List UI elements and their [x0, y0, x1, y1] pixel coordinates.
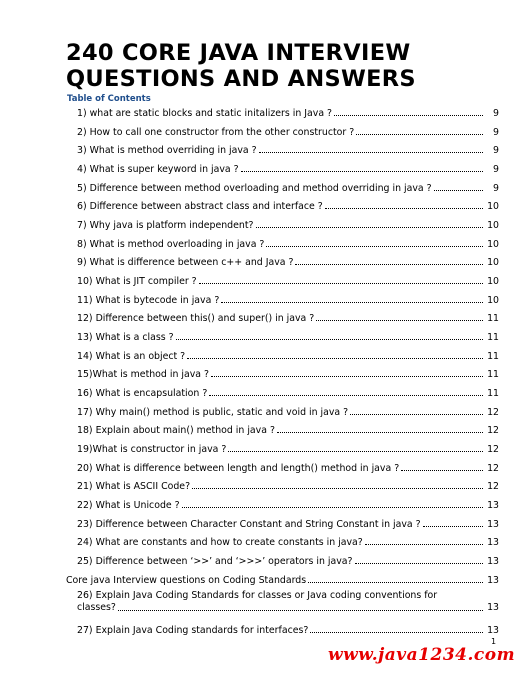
toc-entry-page: 10 [487, 220, 499, 231]
toc-entry-page: 13 [487, 602, 499, 613]
toc-leader-dots [209, 395, 483, 396]
toc-entry[interactable] [77, 142, 499, 156]
toc-entry-page: 12 [487, 481, 499, 492]
toc-entry-text: 18) Explain about main() method in java ? [77, 425, 275, 436]
watermark-logo: www.java1234.com [328, 645, 516, 665]
toc-leader-dots [199, 283, 483, 284]
toc-entry-text: 12) Difference between this() and super() in java ? [77, 313, 315, 324]
toc-entry[interactable] [77, 273, 499, 287]
toc-entry-page: 13 [487, 625, 499, 636]
page-number: 1 [491, 637, 497, 646]
toc-entry-page: 10 [487, 239, 499, 250]
toc-entry-page: 11 [487, 313, 499, 324]
toc-entry[interactable] [77, 404, 499, 418]
toc-entry-text: 8) What is method overloading in java ? [77, 239, 265, 250]
toc-leader-dots [310, 632, 483, 633]
toc-leader-dots [434, 190, 483, 191]
toc-entry-text: 9) What is difference between c++ and Java ? [77, 257, 294, 268]
toc-entry-page: 9 [493, 108, 499, 119]
toc-entry-page: 12 [487, 407, 499, 418]
toc-leader-dots [221, 302, 483, 303]
toc-leader-dots [176, 339, 483, 340]
toc-entry[interactable] [77, 385, 499, 399]
toc-entry-text: 20) What is difference between length and length() method in java ? [77, 463, 400, 474]
toc-entry[interactable] [77, 236, 499, 250]
toc-entry-text: 27) Explain Java Coding standards for interfaces? [77, 625, 309, 636]
toc-heading: Table of Contents [67, 94, 151, 104]
toc-entry-text: 7) Why java is platform independent? [77, 220, 254, 231]
toc-leader-dots [355, 563, 483, 564]
toc-entry[interactable] [77, 516, 499, 530]
toc-entry[interactable] [77, 348, 499, 362]
toc-entry-page: 9 [493, 164, 499, 175]
toc-entry-page: 13 [487, 575, 499, 586]
toc-leader-dots [334, 115, 483, 116]
toc-entry-page: 12 [487, 444, 499, 455]
toc-entry[interactable] [77, 422, 499, 436]
toc-entry-page: 13 [487, 537, 499, 548]
toc-entry-text: 15)What is method in java ? [77, 369, 209, 380]
toc-entry[interactable] [77, 497, 499, 511]
toc-entry-page: 13 [487, 519, 499, 530]
toc-entry-text: 3) What is method overriding in java ? [77, 145, 257, 156]
toc-entry-page: 9 [493, 145, 499, 156]
toc-entry[interactable] [77, 217, 499, 231]
toc-leader-dots [256, 227, 484, 228]
toc-entry-text: 10) What is JIT compiler ? [77, 276, 197, 287]
toc-entry-page: 11 [487, 369, 499, 380]
toc-entry-text: 19)What is constructor in java ? [77, 444, 227, 455]
toc-entry-page: 13 [487, 500, 499, 511]
toc-leader-dots [118, 610, 483, 611]
toc-leader-dots [266, 246, 483, 247]
toc-leader-dots [325, 208, 483, 209]
toc-entry-page: 13 [487, 556, 499, 567]
toc-leader-dots [308, 582, 483, 583]
toc-leader-dots [228, 451, 483, 452]
toc-leader-dots [295, 264, 483, 265]
toc-entry-text: 21) What is ASCII Code? [77, 481, 191, 492]
toc-entry-page: 12 [487, 463, 499, 474]
toc-leader-dots [211, 376, 483, 377]
toc-entry-page: 10 [487, 295, 499, 306]
toc-entry-text-continued: classes? [77, 602, 116, 613]
toc-entry-text: 14) What is an object ? [77, 351, 186, 362]
toc-leader-dots [401, 470, 483, 471]
toc-leader-dots [423, 526, 483, 527]
toc-entry-text: 2) How to call one constructor from the other constructor ? [77, 127, 355, 138]
toc-entry[interactable] [77, 460, 499, 474]
toc-entry-text: 5) Difference between method overloading and method overriding in java ? [77, 183, 432, 194]
toc-entry[interactable] [77, 310, 499, 324]
toc-entry-text: Core java Interview questions on Coding Standards [66, 575, 307, 586]
toc-leader-dots [187, 358, 483, 359]
toc-entry[interactable] [77, 553, 499, 567]
toc-entry-page: 9 [493, 183, 499, 194]
toc-entry[interactable] [77, 478, 499, 492]
toc-entry[interactable] [77, 105, 499, 119]
toc-leader-dots [241, 171, 483, 172]
toc-entry-page: 9 [493, 127, 499, 138]
toc-entry[interactable] [77, 366, 499, 380]
toc-leader-dots [316, 320, 483, 321]
title-line-2: QUESTIONS AND ANSWERS [66, 66, 416, 92]
toc-entry[interactable] [77, 180, 499, 194]
toc-entry[interactable] [77, 124, 499, 138]
toc-entry-text: 25) Difference between ‘>>’ and ‘>>>’ operators in java? [77, 556, 353, 567]
toc-entry-text: 22) What is Unicode ? [77, 500, 180, 511]
toc-leader-dots [277, 432, 483, 433]
toc-entry-page: 11 [487, 388, 499, 399]
toc-entry[interactable] [77, 622, 499, 636]
toc-leader-dots [259, 152, 483, 153]
toc-entry[interactable] [77, 590, 499, 614]
toc-entry[interactable] [77, 329, 499, 343]
toc-entry-page: 10 [487, 257, 499, 268]
toc-entry-text: 16) What is encapsulation ? [77, 388, 208, 399]
toc-entry[interactable] [77, 292, 499, 306]
toc-entry-text: 26) Explain Java Coding Standards for classes or Java coding conventions for [77, 590, 438, 601]
toc-leader-dots [192, 488, 483, 489]
toc-entry[interactable] [77, 161, 499, 175]
toc-entry-text: 11) What is bytecode in java ? [77, 295, 220, 306]
toc-entry-text: 6) Difference between abstract class and interface ? [77, 201, 323, 212]
toc-leader-dots [182, 507, 483, 508]
toc-entry[interactable] [77, 534, 499, 548]
title-line-1: 240 CORE JAVA INTERVIEW [66, 40, 411, 66]
toc-entry-page: 10 [487, 276, 499, 287]
toc-entry[interactable] [77, 254, 499, 268]
toc-leader-dots [350, 414, 483, 415]
toc-entry-text: 4) What is super keyword in java ? [77, 164, 239, 175]
toc-entry-page: 10 [487, 201, 499, 212]
toc-entry[interactable] [77, 441, 499, 455]
toc-entry[interactable] [77, 198, 499, 212]
toc-entry-text: 17) Why main() method is public, static and void in java ? [77, 407, 349, 418]
toc-entry-text: 23) Difference between Character Constant and String Constant in java ? [77, 519, 421, 530]
toc-leader-dots [365, 544, 483, 545]
toc-entry-page: 12 [487, 425, 499, 436]
toc-entry-text: 13) What is a class ? [77, 332, 174, 343]
toc-leader-dots [356, 134, 483, 135]
toc-entry-text: 24) What are constants and how to create constants in java? [77, 537, 363, 548]
toc-entry[interactable] [66, 572, 499, 586]
toc-entry-page: 11 [487, 332, 499, 343]
toc-entry-page: 11 [487, 351, 499, 362]
toc-entry-text: 1) what are static blocks and static initalizers in Java ? [77, 108, 333, 119]
